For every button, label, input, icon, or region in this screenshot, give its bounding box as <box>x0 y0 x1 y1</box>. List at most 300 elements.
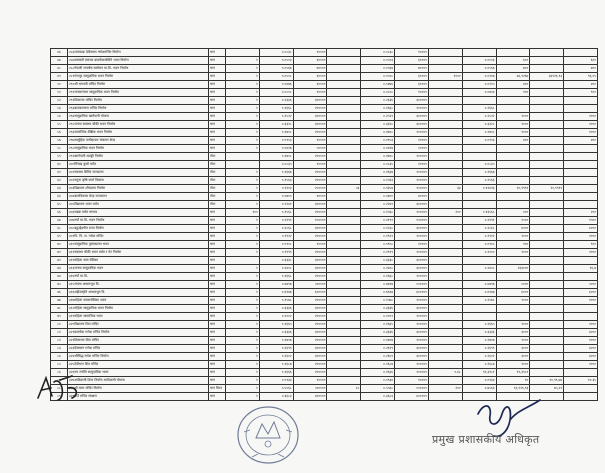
cell-qty: १ <box>226 289 260 297</box>
cell-desc: ३१९महिला सामाजिक भवन <box>68 313 209 321</box>
cell-a <box>327 113 361 121</box>
cell-g: १०,९९,७४ <box>530 377 564 385</box>
cell-unit: थान <box>209 249 226 257</box>
cell-e: ०.०५०३ <box>462 57 496 65</box>
cell-amt: ६०००० <box>293 57 327 65</box>
cell-h: २००० <box>564 113 598 121</box>
cell-a <box>327 193 361 201</box>
cell-b: ०.०९०८ <box>361 241 395 249</box>
cell-amt: ६०००० <box>293 81 327 89</box>
cell-a <box>327 265 361 273</box>
cell-f: २००० <box>496 361 530 369</box>
cell-sn: ५२ <box>51 97 68 105</box>
cell-desc: ३२६नव ज्योति सामुदायिक भवन <box>68 369 209 377</box>
cell-b: ०.३६८३ <box>361 393 395 401</box>
cell-g <box>530 153 564 161</box>
cell-desc: ३२०विद्यालय शिव मन्दिर <box>68 321 209 329</box>
cell-w: ०.०५०३ <box>259 57 293 65</box>
cell-desc: २९०श्री भगवती मन्दिर निर्माण <box>68 81 209 89</box>
cell-g <box>530 169 564 177</box>
table-row <box>51 297 598 305</box>
cell-w: ०.१९९९ <box>259 249 293 257</box>
cell-c: ५००००० <box>395 281 429 289</box>
cell-c: १५०००० <box>395 217 429 225</box>
cell-amt: १०००० <box>293 241 327 249</box>
cell-qty: १ <box>226 177 260 185</box>
cell-desc: २८९गंगापुर सामुदायिक भवन निर्माण <box>68 73 209 81</box>
cell-w: ०.०४२७ <box>259 145 293 153</box>
cell-amt: ३००००० <box>293 225 327 233</box>
cell-w: ०.१६६६ <box>259 369 293 377</box>
cell-qty: १ <box>226 201 260 209</box>
cell-d <box>428 193 462 201</box>
cell-f <box>496 177 530 185</box>
cell-e: ०.१५७८ <box>462 297 496 305</box>
cell-c: २००००० <box>395 105 429 113</box>
cell-d <box>428 89 462 97</box>
cell-desc: ३१३जनता सामुदायिक भवन <box>68 265 209 273</box>
table-row <box>51 73 598 81</box>
cell-e: ०.०७०४ <box>462 89 496 97</box>
cell-d <box>428 81 462 89</box>
cell-amt: २५०००० <box>293 185 327 193</box>
cell-h: २००० <box>564 121 598 129</box>
cell-d <box>428 353 462 361</box>
cell-f: ३००० <box>496 345 530 353</box>
cell-e: ०.०९५३ <box>462 137 496 145</box>
cell-d: १०० <box>428 209 462 217</box>
cell-desc: ३२१ग्रामसेवा गणेश मन्दिर निर्माण <box>68 329 209 337</box>
cell-sn: ८२ <box>51 337 68 345</box>
cell-w: ०.५५६८ <box>259 385 293 393</box>
cell-e: ०.२८६८ <box>462 225 496 233</box>
cell-qty <box>226 257 260 265</box>
cell-b: ०.६९४७ <box>361 289 395 297</box>
cell-qty: १ <box>226 377 260 385</box>
table-row <box>51 305 598 313</box>
table-row <box>51 273 598 281</box>
cell-qty: १०० <box>226 209 260 217</box>
cell-b: ०.१६६८ <box>361 105 395 113</box>
cell-b: ०.२६९९ <box>361 345 395 353</box>
cell-unit: थान <box>209 105 226 113</box>
cell-h <box>564 105 598 113</box>
cell-amt: २००००० <box>293 177 327 185</box>
cell-qty <box>226 49 260 57</box>
table-row <box>51 81 598 89</box>
cell-sn: ४८ <box>51 65 68 73</box>
table-row <box>51 153 598 161</box>
cell-sn: ४७ <box>51 57 68 65</box>
cell-sn: ५१ <box>51 89 68 97</box>
cell-sn: ७६ <box>51 289 68 297</box>
cell-amt: २००००० <box>293 105 327 113</box>
cell-h <box>564 145 598 153</box>
cell-f: २००० <box>496 233 530 241</box>
cell-f <box>496 305 530 313</box>
cell-c: ९०००० <box>395 377 429 385</box>
cell-e: ०.०५६७ <box>462 65 496 73</box>
cell-e: ०.१५६३ <box>462 177 496 185</box>
cell-unit: थान <box>209 337 226 345</box>
cell-qty: १ <box>226 105 260 113</box>
table-row <box>51 313 598 321</box>
cell-w: ०.१६६७ <box>259 169 293 177</box>
cell-amt: ३००००० <box>293 329 327 337</box>
cell-e: ०.१६६५ <box>462 321 496 329</box>
cell-e: ०.०९३४ <box>462 377 496 385</box>
cell-b: ०.०८३५ <box>361 161 395 169</box>
cell-f <box>496 161 530 169</box>
cell-sn: ४६ <box>51 49 68 57</box>
cell-b: ०.१५७८ <box>361 297 395 305</box>
cell-w: ०.६९४७ <box>259 289 293 297</box>
cell-amt: ३००००० <box>293 305 327 313</box>
cell-c: ६०००० <box>395 81 429 89</box>
cell-d <box>428 161 462 169</box>
cell-d <box>428 57 462 65</box>
cell-unit: गोटा <box>209 177 226 185</box>
office-seal-stamp <box>232 402 304 468</box>
table-row <box>51 105 598 113</box>
cell-e: ०.१६६७ <box>462 169 496 177</box>
cell-h <box>564 185 598 193</box>
cell-amt: १५०००० <box>293 217 327 225</box>
cell-unit: थान <box>209 353 226 361</box>
cell-unit: थान <box>209 73 226 81</box>
cell-c: २००००० <box>395 297 429 305</box>
cell-f <box>496 49 530 57</box>
cell-f <box>496 153 530 161</box>
table-row <box>51 97 598 105</box>
cell-a <box>327 129 361 137</box>
cell-h: २००० <box>564 361 598 369</box>
cell-g <box>530 65 564 73</box>
table-row <box>51 113 598 121</box>
cell-h: ३००० <box>564 345 598 353</box>
cell-b: ०.३३३६ <box>361 305 395 313</box>
cell-amt: ३००००० <box>293 201 327 209</box>
table-row <box>51 201 598 209</box>
cell-sn: ८९ <box>51 393 68 401</box>
cell-e: ०.१६८७ <box>462 361 496 369</box>
cell-e: ०.१७०७ <box>462 337 496 345</box>
cell-qty: १ <box>226 73 260 81</box>
cell-g <box>530 249 564 257</box>
cell-h <box>564 369 598 377</box>
cell-g <box>530 49 564 57</box>
cell-d <box>428 393 462 401</box>
cell-e: ०.२००० <box>462 249 496 257</box>
cell-f: ६२,१२६,९३ <box>496 385 530 393</box>
cell-unit: थान <box>209 265 226 273</box>
cell-a <box>327 361 361 369</box>
cell-b: ०.२६०२ <box>361 353 395 361</box>
cell-c: ३००००० <box>395 121 429 129</box>
cell-amt: २००००० <box>293 361 327 369</box>
cell-w: ०.३३३६ <box>259 329 293 337</box>
cell-e: ०.२५२२ <box>462 113 496 121</box>
cell-g <box>530 137 564 145</box>
cell-d <box>428 233 462 241</box>
cell-g <box>530 369 564 377</box>
cell-f: २०० <box>496 209 530 217</box>
cell-c: ३००००० <box>395 329 429 337</box>
cell-c: ५००००० <box>395 385 429 393</box>
cell-d <box>428 129 462 137</box>
cell-w: ०.०८३८ <box>259 49 293 57</box>
cell-e <box>462 201 496 209</box>
cell-qty: १ <box>226 65 260 73</box>
cell-b: ०.५५६८ <box>361 385 395 393</box>
cell-d <box>428 281 462 289</box>
cell-h <box>564 177 598 185</box>
cell-h: ९०० <box>564 241 598 249</box>
cell-desc: २९५जनता स्वास्थ्य चौकी भवन निर्माण <box>68 121 209 129</box>
cell-h: १००० <box>564 297 598 305</box>
cell-g <box>530 233 564 241</box>
cell-w: ०.०९०८ <box>259 241 293 249</box>
cell-b: ०.२३३६ <box>361 97 395 105</box>
cell-d: ३३ <box>428 185 462 193</box>
cell-qty: १ <box>226 137 260 145</box>
cell-amt: १०००० <box>293 161 327 169</box>
cell-c: ४०००० <box>395 193 429 201</box>
cell-unit: थान <box>209 393 226 401</box>
cell-desc: २९८सामुदायिक भवन निर्माण <box>68 145 209 153</box>
cell-h <box>564 305 598 313</box>
cell-a <box>327 73 361 81</box>
cell-g <box>530 265 564 273</box>
cell-b: ०.२५२२ <box>361 113 395 121</box>
cell-a <box>327 209 361 217</box>
cell-h: ४००० <box>564 225 598 233</box>
cell-b: ०.१६६५ <box>361 321 395 329</box>
cell-unit: थान <box>209 121 226 129</box>
cell-d <box>428 265 462 273</box>
table-row <box>51 57 598 65</box>
cell-amt: ३००००० <box>293 265 327 273</box>
cell-unit: गोटा <box>209 161 226 169</box>
cell-e: ०.२१९१ <box>462 217 496 225</box>
cell-d <box>428 297 462 305</box>
cell-b: ०.३३३६ <box>361 329 395 337</box>
cell-unit: थान <box>209 217 226 225</box>
cell-g <box>530 81 564 89</box>
cell-f: २००० <box>496 321 530 329</box>
cell-a <box>327 225 361 233</box>
cell-e: ०.१३५६८ <box>462 209 496 217</box>
cell-sn: ७४ <box>51 273 68 281</box>
cell-sn: ५४ <box>51 113 68 121</box>
cell-h: १००० <box>564 129 598 137</box>
cell-c: ६००००० <box>395 289 429 297</box>
cell-d <box>428 201 462 209</box>
cell-unit: थान <box>209 113 226 121</box>
cell-b: ०.१५६८ <box>361 209 395 217</box>
cell-f: ५००० <box>496 281 530 289</box>
cell-sn: ८६ <box>51 369 68 377</box>
cell-h: २००० <box>564 249 598 257</box>
cell-d <box>428 121 462 129</box>
cell-h: ५००० <box>564 281 598 289</box>
cell-sn: ८८ <box>51 385 68 393</box>
cell-d <box>428 321 462 329</box>
cell-w: ०.२००२ <box>259 313 293 321</box>
cell-amt: १०००० <box>293 49 327 57</box>
cell-sn: ७७ <box>51 297 68 305</box>
cell-unit: गोटा <box>209 185 226 193</box>
cell-b: ०.२१९१ <box>361 217 395 225</box>
table-row <box>51 281 598 289</box>
cell-b: ०.१३५७ <box>361 185 395 193</box>
cell-amt: २००००० <box>293 249 327 257</box>
cell-b: ०.१७०८ <box>361 153 395 161</box>
cell-w: ०.०८३५ <box>259 161 293 169</box>
cell-c: ३००००० <box>395 265 429 273</box>
cell-w: ०.१५७८ <box>259 297 293 305</box>
cell-qty: १ <box>226 225 260 233</box>
cell-amt: २००००० <box>293 321 327 329</box>
cell-e: ०.७५६४ <box>462 385 496 393</box>
cell-w: ०.३६८३ <box>259 393 293 401</box>
cell-e <box>462 273 496 281</box>
cell-sn: ६२ <box>51 177 68 185</box>
cell-qty: १ <box>226 337 260 345</box>
cell-e: ०.२४०८ <box>462 265 496 273</box>
cell-unit: थान <box>209 209 226 217</box>
cell-d: ०.४८ <box>428 369 462 377</box>
cell-a <box>327 49 361 57</box>
cell-desc: ३०२नमूना कृषि फार्म विकास <box>68 177 209 185</box>
cell-c: २००००० <box>395 369 429 377</box>
table-row <box>51 257 598 265</box>
cell-d <box>428 113 462 121</box>
cell-h: ६०० <box>564 57 598 65</box>
cell-d <box>428 153 462 161</box>
table-row <box>51 329 598 337</box>
cell-c: १०००० <box>395 161 429 169</box>
cell-amt: ५०००० <box>293 145 327 153</box>
cell-g: ३६९२६.९३ <box>530 73 564 81</box>
cell-d <box>428 217 462 225</box>
cell-sn: ७८ <box>51 305 68 313</box>
cell-b: ०.१७०८ <box>361 129 395 137</box>
cell-unit: थान <box>209 257 226 265</box>
cell-g <box>530 177 564 185</box>
cell-a <box>327 369 361 377</box>
cell-a <box>327 65 361 73</box>
cell-sn: ५८ <box>51 145 68 153</box>
cell-qty: १ <box>226 217 260 225</box>
cell-g <box>530 145 564 153</box>
cell-b: ०.०४७६ <box>361 81 395 89</box>
cell-b: ०.१६६७ <box>361 169 395 177</box>
cell-unit: गोटा <box>209 169 226 177</box>
cell-unit: थान <box>209 65 226 73</box>
cell-a <box>327 177 361 185</box>
cell-unit: थान <box>209 49 226 57</box>
cell-unit: थान <box>209 129 226 137</box>
cell-d <box>428 65 462 73</box>
cell-d <box>428 337 462 345</box>
cell-desc: २९१जनकल्याण सामुदायिक भवन निर्माण <box>68 89 209 97</box>
cell-g: २०,९९९९ <box>530 185 564 193</box>
cell-a <box>327 297 361 305</box>
cell-f: ४०० <box>496 137 530 145</box>
cell-sn: ६७ <box>51 217 68 225</box>
cell-unit: थान <box>209 329 226 337</box>
cell-qty: १ <box>226 393 260 401</box>
cell-e: ०.१२४९३ <box>462 185 496 193</box>
cell-w: ०.२४०८ <box>259 265 293 273</box>
table-row <box>51 65 598 73</box>
cell-w: ०.१९२२ <box>259 233 293 241</box>
cell-d <box>428 137 462 145</box>
cell-qty <box>226 161 260 169</box>
cell-d <box>428 313 462 321</box>
cell-desc: ३०७नयाँ मा.वि. भवन निर्माण <box>68 217 209 225</box>
cell-f <box>496 273 530 281</box>
cell-amt: ५००००० <box>293 385 327 393</box>
cell-qty: १ <box>226 297 260 305</box>
cell-w: ०.०५६७ <box>259 65 293 73</box>
table-row <box>51 89 598 97</box>
cell-h: २००० <box>564 233 598 241</box>
cell-f: १५०० <box>496 217 530 225</box>
cell-qty: १ <box>226 129 260 137</box>
cell-c: ९०००० <box>395 89 429 97</box>
cell-h: १५०० <box>564 217 598 225</box>
cell-desc: ३१४नयाँ मा.वि. <box>68 273 209 281</box>
cell-d <box>428 177 462 185</box>
cell-qty: १ <box>226 313 260 321</box>
cell-h: ९०० <box>564 89 598 97</box>
table-row <box>51 177 598 185</box>
cell-desc: ३०४बालविकास केन्द्र सञ्चालन <box>68 193 209 201</box>
cell-b: ०.१९९९ <box>361 249 395 257</box>
cell-a <box>327 273 361 281</box>
cell-qty: १ <box>226 57 260 65</box>
table-row <box>51 129 598 137</box>
cell-g <box>530 273 564 281</box>
cell-h <box>564 257 598 265</box>
cell-b: ०.२८६८ <box>361 225 395 233</box>
cell-qty: १ <box>226 89 260 97</box>
cell-b: ०.०४२७ <box>361 145 395 153</box>
table-row <box>51 193 598 201</box>
cell-f: ४००० <box>496 225 530 233</box>
cell-c: २००००० <box>395 233 429 241</box>
cell-d <box>428 257 462 265</box>
cell-g <box>530 129 564 137</box>
cell-w: ०.२१९१ <box>259 217 293 225</box>
cell-unit: गोटा <box>209 153 226 161</box>
cell-b: ०.०५०३ <box>361 57 395 65</box>
cell-e: ०.४९४७ <box>462 289 496 297</box>
cell-h <box>564 49 598 57</box>
cell-g <box>530 201 564 209</box>
cell-amt: २००००० <box>293 337 327 345</box>
cell-h: १०.३५ <box>564 377 598 385</box>
cell-desc: ३२८श्री माता मन्दिर निर्माण <box>68 385 209 393</box>
cell-c: २००००० <box>395 129 429 137</box>
cell-c: ३००००० <box>395 345 429 353</box>
table-row <box>51 345 598 353</box>
table-row <box>51 169 598 177</box>
cell-c: १०००० <box>395 241 429 249</box>
cell-unit: गोटा <box>209 201 226 209</box>
